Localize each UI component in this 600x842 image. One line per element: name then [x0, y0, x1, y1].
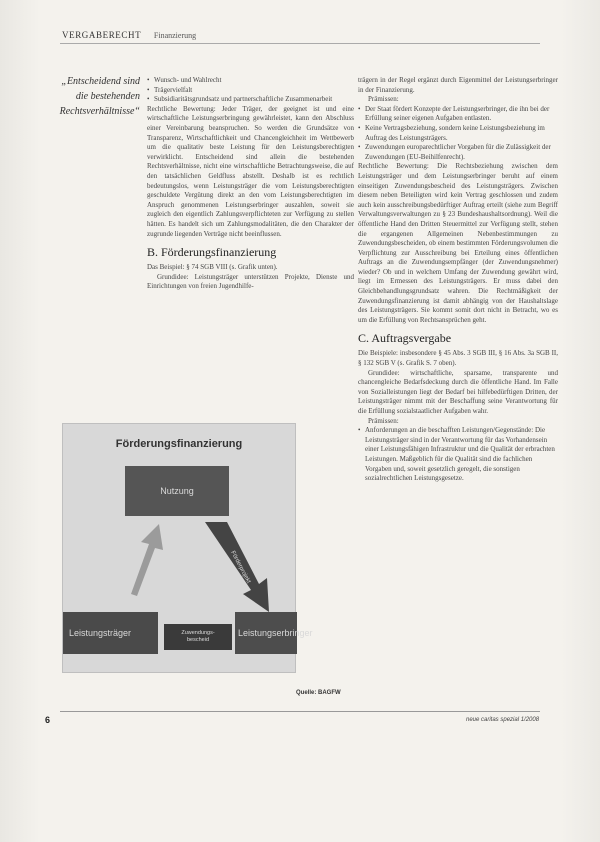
- pullquote: [40, 74, 140, 119]
- running-head: [62, 30, 196, 40]
- bullet-list: [147, 76, 354, 105]
- section-heading-c: C. Auftragsvergabe: [358, 331, 452, 346]
- diagonal-arrow-label: Förderprojekt: [229, 550, 252, 585]
- pullquote-line: Rechtsverhältnisse“: [59, 106, 140, 117]
- right-column: [358, 76, 558, 484]
- paragraph: Grundidee: Leistungsträger unterstützen Projekte, Dienste und Einrichtungen von freien Jugendhilfe-: [147, 272, 354, 291]
- funding-diagram: [62, 423, 313, 673]
- list-item: • Trägervielfalt: [147, 86, 354, 96]
- paragraph: Grundidee: wirtschaftliche, sparsame, transparente und chancengleiche Bedarfsdeckung durch die öffentliche Hand. Im Falle von Sozialleistungen liegt der Bedarf bei hilfebedürftigen Dritten, der Leistungsträger nimmt mit der Beschaffung seine Verantwortung für die Erfüllung sozialstaatlicher Aufgaben wahr.: [358, 368, 558, 415]
- list-item: • Der Staat fördert Konzepte der Leistungserbringer, die ihn bei der Erfüllung seiner eigenen Aufgaben entlasten.: [358, 105, 558, 124]
- paragraph: Rechtliche Bewertung: Jeder Träger, der geeignet ist und eine wirtschaftliche Leistungserbringung gewährleistet, kann den Abschluss einer Vereinbarung beanspruchen. So werden die Grundsätze von Transparenz, Wirtschaftlichkeit und Chancengleichheit im Wettbewerb um die qualitativ beste Leistung für den Leistungsberechtigten verwirklicht. Entscheidend sind allein die bestehenden Rechtsverhältnisse, nicht eine wirtschaftliche Betrachtungsweise, die auf den tatsächlichen Geldfluss abstellt. Deshalb ist es rechtlich bedeutungslos, wenn Leistungsträger die vom Leistungsberechtigten geschuldete Vergütung direkt an den vom Leistungsberechtigten im Anspruch genommenen Leistungserbringer auszahlen, soweit sie zugleich den eigentlich Zahlungsverpflichteten zur Verfügung zu stellen hätten. Es handelt sich um Zahlungsmodalitäten, die den Charakter der zugrunde liegenden Verträge nicht beeinflussen.: [147, 104, 354, 238]
- top-box: Nutzung: [125, 466, 229, 516]
- left-column: [147, 76, 354, 292]
- left-box: Leistungsträger: [63, 612, 158, 654]
- middle-box: [164, 624, 232, 650]
- middle-box-line: bescheid: [186, 637, 210, 643]
- paragraph: Rechtliche Bewertung: Die Rechtsbeziehung zwischen dem Leistungsträger und dem Leistungserbringer beruht auf einem einseitigen Zuwendungsbescheid des Leistungsträgers. Zwischen diesem neben Beteiligten wird kein Vertrag geschlossen und zudem auch kein ausschreibungsbedürftiger Auftrag erteilt (siehe zum Begriff Verwaltungsverwaltungen zu § 23 Bundeshaushaltsordnung). Weil die öffentliche Hand den Dritten Steuermittel zur Verfügung stellt, stehen die ergangenen Allgemeinen Nebenbestimmungen zu Zuwendungsbescheiden, ob einem bestimmten Förderungsvolumen die Verpflichtung zur Ausschreibung bei Erteilung eines öffentlichen Auftrags an die Zuwendungsempfänger (der Zuwendungsnehmer) wieder? Ob und in welchem Umfang der Zuwendung gewährt wird, liegt im Ermessen des Leistungsträgers. Er muss dabei den Gleichbehandlungsgrundsatz wahren. Die Rechtmäßigkeit der Zuwendungsfinanzierung ist damit abhängig von der Haushaltslage des Leistungsträgers. Sie kommt somit dort nicht in Betracht, wo es um die Erfüllung von Rechtsansprüchen geht.: [358, 162, 558, 324]
- paragraph: Die Beispiele: insbesondere § 45 Abs. 3 SGB III, § 16 Abs. 3a SGB II, § 132 SGB V (s. Grafik S. 7 oben).: [358, 349, 558, 368]
- pullquote-line: die bestehenden: [75, 91, 140, 102]
- footer-rule: [60, 711, 540, 712]
- prerequisites-label: Prämissen:: [368, 95, 399, 104]
- diagram-title: Förderungsfinanzierung: [115, 438, 243, 450]
- bullet-list: [358, 426, 558, 484]
- list-item: • Keine Vertragsbeziehung, sondern keine Leistungsbeziehung im Auftrag des Leistungsträgers.: [358, 124, 558, 143]
- running-head-subsection: Finanzierung: [153, 31, 197, 40]
- list-item: • Subsidiaritätsgrundsatz und partnerschaftliche Zusammenarbeit: [147, 95, 354, 105]
- list-item: • Zuwendungen europarechtlicher Vorgaben für die Zulässigkeit der Zuwendungen (EU-Beihilfenrecht).: [358, 143, 558, 162]
- section-heading-b: B. Förderungsfinanzierung: [147, 245, 277, 260]
- paragraph: Das Beispiel: § 74 SGB VIII (s. Grafik unten).: [147, 263, 278, 272]
- publication-name: neue caritas spezial 1/2008: [466, 717, 540, 723]
- header-rule: [60, 43, 540, 44]
- pullquote-line: „Entscheidend sind: [61, 76, 140, 87]
- middle-box-line: Zuwendungs-: [181, 630, 215, 636]
- list-item: • Wunsch- und Wahlrecht: [147, 76, 354, 86]
- list-item: • Anforderungen an die beschafften Leistungen/Gegenstände: Die Leistungsträger sind in der Verantwortung für das Vorhandensein einer Leistungsfähigen Infrastruktur und die Qualität der erbrachten Leistungen. Maßgeblich für die Qualität sind die fachlichen Vorgaben und, soweit gesetzlich geregelt, die sonstigen sozialrechtlichen Leistungsgesetze.: [358, 426, 558, 484]
- arrow-up-left: [131, 524, 163, 596]
- bullet-list: [358, 105, 558, 163]
- figure-source: Quelle: BAGFW: [296, 690, 341, 696]
- page-number: 6: [45, 715, 51, 725]
- right-box: Leistungserbringer: [235, 612, 297, 654]
- prerequisites-label: Prämissen:: [368, 416, 399, 425]
- paragraph: trägern in der Regel ergänzt durch Eigenmittel der Leistungserbringer in der Finanzierung.: [358, 76, 558, 94]
- running-head-section: VERGABERECHT: [62, 30, 142, 40]
